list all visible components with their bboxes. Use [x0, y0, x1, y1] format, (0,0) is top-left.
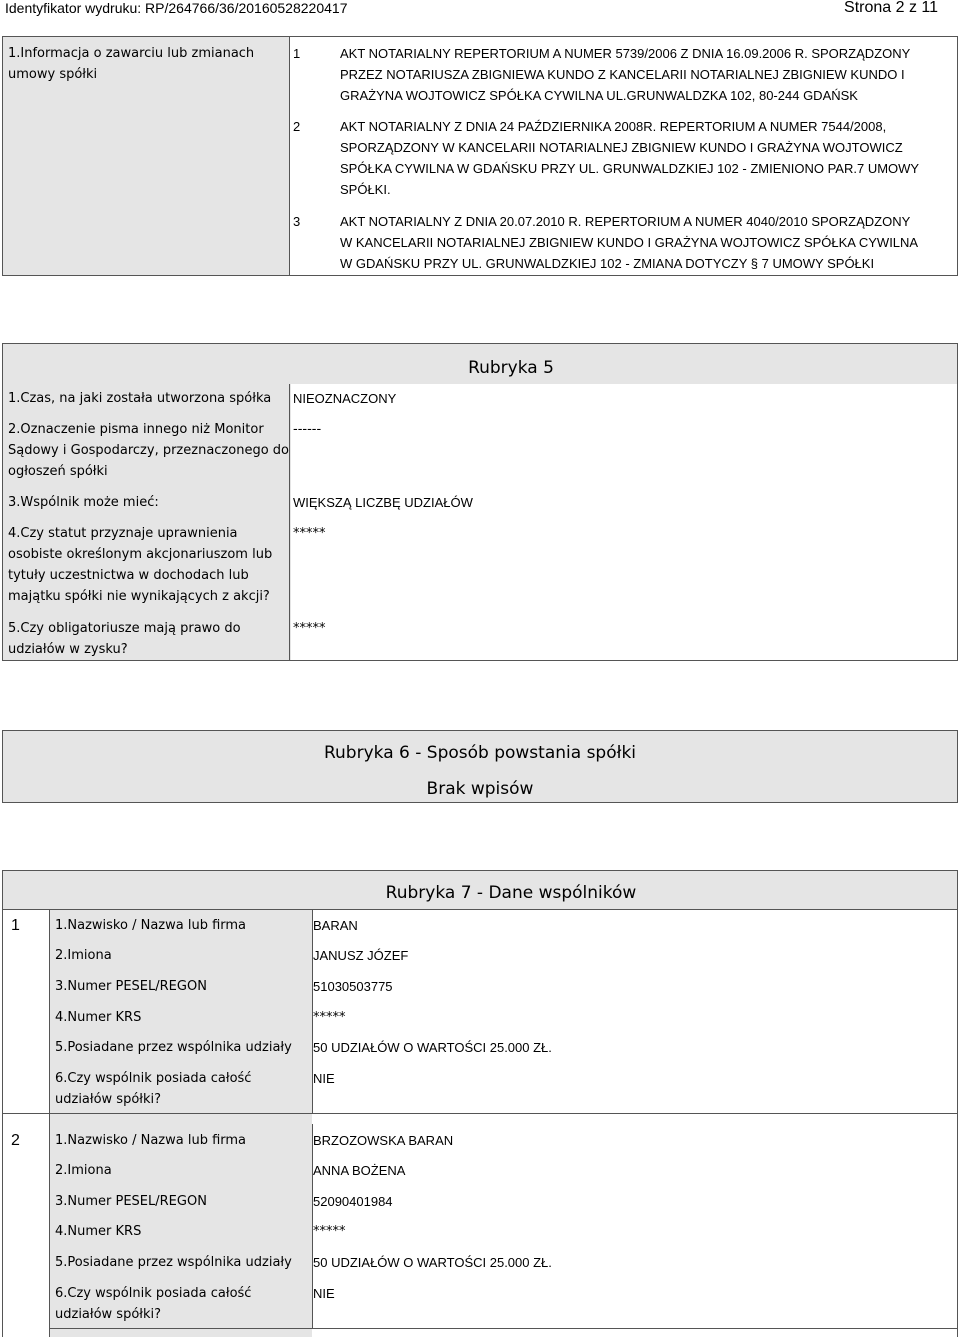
field-value: ------	[293, 422, 322, 437]
label-line: 3.Wspólnik może mieć:	[8, 495, 159, 510]
label-line: majątku spółki nie wynikających z akcji?	[8, 589, 270, 604]
entry-line: AKT NOTARIALNY Z DNIA 24 PAŹDZIERNIKA 2008R. REPERTORIUM A NUMER 7544/2008,	[340, 119, 887, 134]
field-value: *****	[313, 1010, 346, 1025]
label-line: osobiste określonym akcjonariuszom lub	[8, 547, 273, 562]
field-label: 2.Imiona	[55, 948, 112, 963]
rubryka-5	[2, 343, 958, 661]
entry-line: PRZEZ NOTARIUSZA ZBIGNIEWA KUNDO Z KANCELARII NOTARIALNEJ ZBIGNIEW KUNDO I	[340, 67, 905, 82]
field-label: 1.Nazwisko / Nazwa lub firma	[55, 918, 247, 933]
entry-line: AKT NOTARIALNY REPERTORIUM A NUMER 5739/2006 Z DNIA 16.09.2006 R. SPORZĄDZONY	[340, 46, 911, 61]
section-agreement-info	[2, 36, 958, 276]
field-label	[50, 1283, 312, 1325]
field-value: ANNA BOŻENA	[313, 1163, 406, 1178]
field-label: 3.Numer PESEL/REGON	[55, 1194, 207, 1209]
divider	[49, 1328, 957, 1329]
divider	[3, 909, 957, 910]
page-number: Strona 2 z 11	[844, 0, 938, 16]
field-label: 5.Posiadane przez wspólnika udziały	[55, 1255, 292, 1270]
entry-number: 3	[293, 214, 301, 229]
entry-number: 1	[293, 46, 301, 61]
entry-line: SPÓŁKI.	[340, 182, 391, 197]
label-line: Sądowy i Gospodarczy, przeznaczonego do	[8, 443, 289, 458]
field-label	[3, 523, 289, 607]
partner-number: 2	[11, 1132, 20, 1149]
label-line: udziałów spółki?	[55, 1307, 162, 1322]
field-value: NIE	[313, 1071, 335, 1086]
label-line: 1.Czas, na jaki została utworzona spółka	[8, 391, 272, 406]
field-value: BRZOZOWSKA BARAN	[313, 1133, 454, 1148]
field-label	[3, 618, 289, 660]
field-label: 4.Numer KRS	[55, 1224, 142, 1239]
section-agreement-label	[3, 37, 290, 275]
no-entries-text: Brak wpisów	[426, 779, 534, 799]
entry-number: 2	[293, 119, 301, 134]
field-value: NIEOZNACZONY	[293, 391, 397, 406]
label-line: 1.Informacja o zawarciu lub zmianach	[8, 46, 255, 61]
field-label	[3, 492, 289, 513]
entry-line: SPORZĄDZONY W KANCELARII NOTARIALNEJ ZBIGNIEW KUNDO I GRAŻYNA WOJTOWICZ	[340, 140, 903, 155]
field-value: JANUSZ JÓZEF	[313, 948, 409, 963]
label-line: 5.Czy obligatoriusze mają prawo do	[8, 621, 241, 636]
label-line: ogłoszeń spółki	[8, 464, 108, 479]
field-label: 5.Posiadane przez wspólnika udziały	[55, 1040, 292, 1055]
field-label: 2.Imiona	[55, 1163, 112, 1178]
print-id: Identyfikator wydruku: RP/264766/36/20160528220417	[5, 0, 348, 16]
rubryka-6	[2, 730, 958, 803]
divider	[3, 1113, 957, 1114]
field-value: WIĘKSZĄ LICZBĘ UDZIAŁÓW	[293, 495, 473, 510]
rubryka-7-title: Rubryka 7 - Dane wspólników	[385, 883, 637, 903]
label-line: 6.Czy wspólnik posiada całość	[55, 1286, 252, 1301]
field-value: 51030503775	[313, 979, 393, 994]
entry-line: GRAŻYNA WOJTOWICZ SPÓŁKA CYWILNA UL.GRUNWALDZKA 102, 80-244 GDAŃSK	[340, 88, 858, 103]
field-label	[3, 388, 289, 409]
field-label: 3.Numer PESEL/REGON	[55, 979, 207, 994]
field-value: *****	[293, 621, 326, 636]
entry-line: AKT NOTARIALNY Z DNIA 20.07.2010 R. REPERTORIUM A NUMER 4040/2010 SPORZĄDZONY	[340, 214, 911, 229]
print-header	[0, 0, 960, 20]
field-value: *****	[313, 1224, 346, 1239]
rubryka-6-title: Rubryka 6 - Sposób powstania spółki	[323, 743, 637, 763]
field-label	[50, 1068, 312, 1110]
field-value: *****	[293, 526, 326, 541]
field-label: 1.Nazwisko / Nazwa lub firma	[55, 1133, 247, 1148]
label-line: tytuły uczestnictwa w dochodach lub	[8, 568, 249, 583]
entry-line: W GDAŃSKU PRZY UL. GRUNWALDZKIEJ 102 - ZMIANA DOTYCZY § 7 UMOWY SPÓŁKI	[340, 256, 875, 271]
rubryka-7	[2, 870, 958, 1337]
label-line: umowy spółki	[8, 67, 98, 82]
rubryka-5-title: Rubryka 5	[468, 358, 554, 378]
field-label: 4.Numer KRS	[55, 1010, 142, 1025]
label-line: 6.Czy wspólnik posiada całość	[55, 1071, 252, 1086]
label-line: udziałów w zysku?	[8, 642, 128, 657]
label-line: 4.Czy statut przyznaje uprawnienia	[8, 526, 238, 541]
rubryka-5-values-bg	[291, 384, 957, 660]
field-value: 50 UDZIAŁÓW O WARTOŚCI 25.000 ZŁ.	[313, 1040, 552, 1055]
field-value: BARAN	[313, 918, 358, 933]
field-value: 50 UDZIAŁÓW O WARTOŚCI 25.000 ZŁ.	[313, 1255, 552, 1270]
rubryka-7-numbers-bg	[3, 909, 49, 1337]
partner-number: 1	[11, 917, 20, 934]
label-line: 2.Oznaczenie pisma innego niż Monitor	[8, 422, 264, 437]
entry-line: SPÓŁKA CYWILNA W GDAŃSKU PRZY UL. GRUNWALDZKIEJ 102 - ZMIENIONO PAR.7 UMOWY	[340, 161, 920, 176]
label-line: udziałów spółki?	[55, 1092, 162, 1107]
entry-line: W KANCELARII NOTARIALNEJ ZBIGNIEW KUNDO I GRAŻYNA WOJTOWICZ SPÓŁKA CYWILNA	[340, 235, 919, 250]
field-label	[3, 419, 289, 482]
field-value: NIE	[313, 1286, 335, 1301]
field-value: 52090401984	[313, 1194, 393, 1209]
